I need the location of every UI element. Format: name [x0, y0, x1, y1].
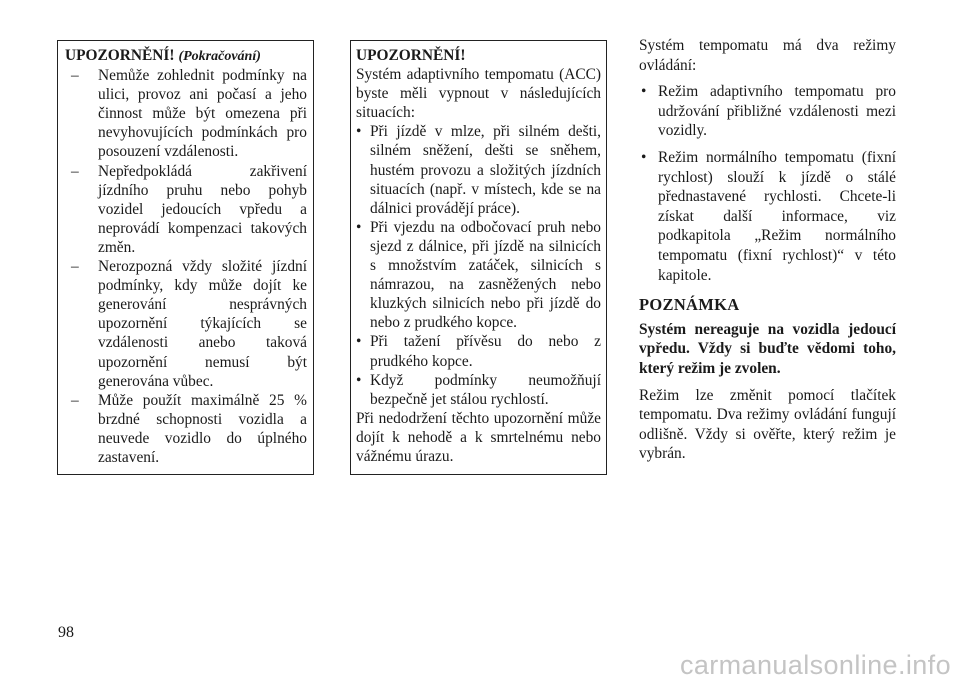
bullet-marker: •: [356, 371, 362, 389]
list-item-text: Nemůže zohlednit podmínky na ulici, provoz ani počasí a jeho činnost může být omezena při nevyhovujících podmínkách pro posouzení vzdálenosti.: [98, 67, 307, 161]
list-item: [639, 148, 896, 285]
watermark: carmanualsonline.info: [679, 650, 951, 680]
page-number: 98: [58, 624, 74, 641]
warning-heading-text: UPOZORNĚNÍ!: [65, 47, 175, 64]
dash-marker: –: [71, 391, 79, 409]
list-item: [65, 391, 307, 467]
bullet-marker: •: [356, 123, 362, 141]
warning-heading: [65, 46, 307, 66]
warning-outro: Při nedodržení těchto upozornění může dojít k nehodě a k smrtelnému nebo vážnému úrazu.: [356, 409, 601, 465]
list-item-text: Při tažení přívěsu do nebo z prudkého kopce.: [370, 333, 601, 370]
warning-heading: UPOZORNĚNÍ!: [356, 47, 466, 64]
warning-box-continued: [57, 40, 314, 475]
note-heading: POZNÁMKA: [639, 295, 740, 315]
bullet-marker: •: [356, 218, 362, 236]
list-item: [65, 66, 307, 161]
list-item: [65, 257, 307, 391]
list-item-text: Při jízdě v mlze, při silném dešti, silném sněžení, dešti se sněhem, hustém provozu a složitých jízdních situacích (např. v místech, kde se na dálnici provádějí práce).: [370, 123, 601, 217]
list-item: [356, 332, 601, 370]
list-item-text: Režim adaptivního tempomatu pro udržování přibližné vzdálenosti mezi vozidly.: [658, 83, 896, 140]
paragraph-intro: Systém tempomatu má dva režimy ovládání:: [639, 37, 896, 74]
body-column: [639, 36, 896, 464]
list-item: [356, 218, 601, 333]
dash-marker: –: [71, 258, 79, 276]
list-item-text: Nerozpozná vždy složité jízdní podmínky, kdy může dojít ke generování nesprávných upozornění týkajících se vzdálenosti anebo taková upozornění nemusí být generována vůbec.: [98, 258, 307, 390]
bullet-marker: •: [641, 83, 647, 101]
continued-label: (Pokračování): [178, 49, 261, 64]
list-item-text: Režim normálního tempomatu (fixní rychlost) slouží k jízdě o stálé přednastavené rychlosti. Chcete-li získat další informace, viz podkapitola „Režim normálního tempomatu (fixní rychlost)“ v této kapitole.: [658, 148, 896, 284]
dash-marker: –: [71, 67, 79, 85]
list-item: [356, 371, 601, 409]
list-item-text: Při vjezdu na odbočovací pruh nebo sjezd z dálnice, při jízdě na silnicích s množstvím zatáček, silnicích s námrazou, na zasněžených nebo kluzkých silnicích nebo při jízdě do nebo z prudkého kopce.: [370, 218, 601, 332]
warning-box-acc: [350, 40, 607, 475]
note-paragraph: Režim lze změnit pomocí tlačítek tempomatu. Dva režimy ovládání fungují odlišně. Vždy si ověřte, který režim je vybrán.: [639, 386, 896, 463]
list-item-text: Může použít maximálně 25 % brzdné schopnosti vozidla a neuvede vozidlo do úplného zastavení.: [98, 391, 307, 466]
list-item-text: Když podmínky neumožňují bezpečně jet stálou rychlostí.: [370, 371, 601, 408]
bullet-marker: •: [641, 148, 647, 166]
warning-intro: Systém adaptivního tempomatu (ACC) byste měli vypnout v následujících situacích:: [356, 66, 601, 122]
note-bold-text: Systém nereaguje na vozidla jedoucí vpředu. Vždy si buďte vědomi toho, který režim je zvolen.: [639, 320, 896, 377]
list-item-text: Nepředpokládá zakřivení jízdního pruhu nebo pohyb vozidel jedoucích vpředu a neprovádí kompenzaci takových změn.: [98, 162, 307, 256]
list-item: [65, 162, 307, 257]
list-item: [639, 82, 896, 141]
bullet-marker: •: [356, 333, 362, 351]
dash-marker: –: [71, 162, 79, 180]
list-item: [356, 122, 601, 217]
